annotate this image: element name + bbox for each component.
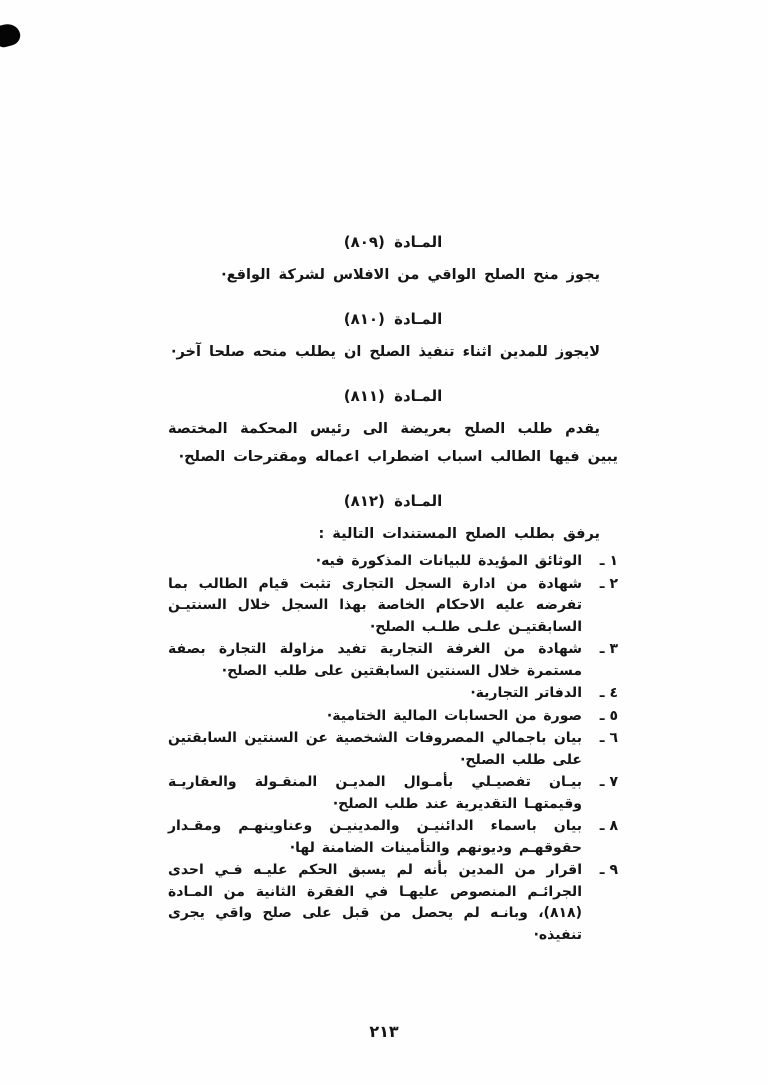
list-item xyxy=(168,816,618,859)
article-809 xyxy=(168,233,618,289)
item-number: ٤ ـ xyxy=(599,685,618,701)
list-item xyxy=(168,728,618,771)
article-811 xyxy=(168,387,618,471)
requirements-list xyxy=(168,551,618,946)
item-text: شهادة من ادارة السجل التجارى تثبت قيام الطالب بما تفرضه عليه الاحكام الخاصة بهذا السجل خلال السنتيـن السابقتيـن علـى طلـب الصلح· xyxy=(168,575,582,635)
article-paragraph: يرفق بطلب الصلح المستندات التالية : xyxy=(318,526,600,542)
article-title: المـادة (٨٠٩) xyxy=(343,233,443,251)
item-number: ٧ ـ xyxy=(599,774,618,790)
article-paragraph: لايجوز للمدين اثناء تنفيذ الصلح ان يطلب منحه صلحا آخر· xyxy=(171,344,600,360)
item-text: اقرار من المدين بأنه لم يسبق الحكم عليـه فـي احدى الجرائـم المنصوص عليهـا في الفقرة الثانية من المـادة (٨١٨)، وبانـه لم يحصل من قبل على صلح واقي يجرى تنفيذه· xyxy=(168,862,582,943)
list-item xyxy=(168,574,618,639)
list-item xyxy=(168,683,618,705)
article-812 xyxy=(168,492,618,946)
list-item xyxy=(168,551,618,573)
scan-ink-artifact xyxy=(0,21,22,48)
list-item xyxy=(168,639,618,682)
item-number: ١ ـ xyxy=(599,553,618,569)
article-title: المـادة (٨١٠) xyxy=(343,310,443,328)
item-text: بيـان تفصيـلي بأمـوال المديـن المنقـولة والعقاريـة وقيمتهـا التقديرية عند طلب الصلح· xyxy=(168,774,582,812)
list-item xyxy=(168,706,618,728)
item-text: الدفاتر التجارية· xyxy=(470,685,582,701)
list-item xyxy=(168,860,618,946)
item-text: صورة من الحسابات المالية الختامية· xyxy=(326,707,582,724)
item-number: ٩ ـ xyxy=(599,862,618,878)
item-text: الوثائق المؤيدة للبيانات المذكورة فيه· xyxy=(315,553,582,569)
item-number: ٥ ـ xyxy=(599,707,618,724)
article-title: المـادة (٨١١) xyxy=(343,387,443,405)
item-text: بيان باسماء الدائنيـن والمدينيـن وعناوينهـم ومقـدار حقوقهـم وديونهم والتأمينات الضامنة لها· xyxy=(168,818,582,856)
list-item xyxy=(168,772,618,815)
item-number: ٢ ـ xyxy=(599,575,618,592)
article-paragraph: يجوز منح الصلح الواقي من الافلاس لشركة الواقع· xyxy=(221,267,600,283)
page-content xyxy=(168,233,618,967)
item-text: بيان باجمالي المصروفات الشخصية عن السنتين السابقتين على طلب الصلح· xyxy=(168,730,582,768)
item-number: ٣ ـ xyxy=(599,641,618,657)
page-number: ٢١٣ xyxy=(369,1022,399,1041)
item-number: ٨ ـ xyxy=(599,818,618,834)
item-number: ٦ ـ xyxy=(599,730,618,746)
article-paragraph: يقدم طلب الصلح بعريضة الى رئيس المحكمة المختصة يبين فيها الطالب اسباب اضطراب اعماله ومقترحات الصلح· xyxy=(168,421,618,465)
article-810 xyxy=(168,310,618,366)
item-text: شهادة من الغرفة التجارية تفيد مزاولة التجارة بصفة مستمرة خلال السنتين السابقتين على طلب الصلح· xyxy=(168,641,582,679)
article-title: المـادة (٨١٢) xyxy=(343,492,443,510)
